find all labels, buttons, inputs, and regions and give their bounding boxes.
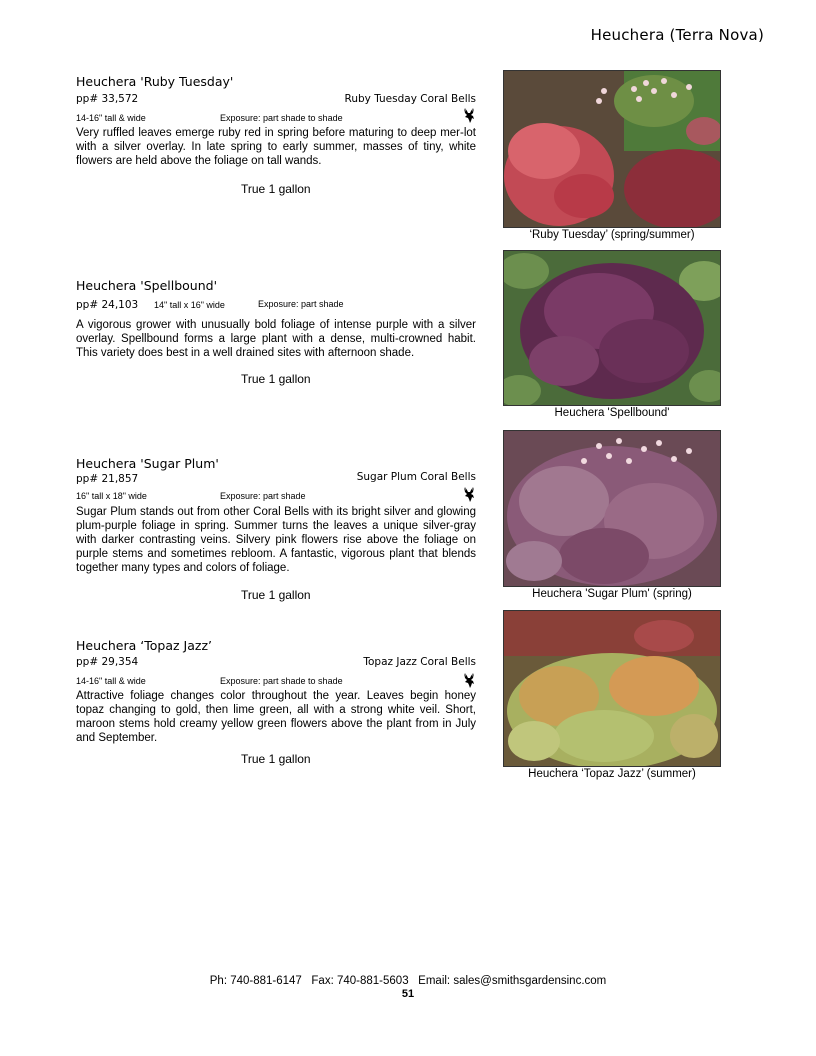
contact-info: Ph: 740-881-6147 Fax: 740-881-5603 Email: sales@smithsgardensinc.com (209, 975, 607, 987)
plant-description: Attractive foliage changes color throughout the year. Leaves begin honey topaz changing to gold, then lime green, all with a strong white veil. Short, maroon stems hold creamy yellow green flowers above the plant from in July and September. (76, 690, 476, 744)
plant-patent: pp# 33,572 (76, 93, 139, 105)
common-name: Sugar Plum Coral Bells (356, 471, 476, 483)
photo-caption: ‘Ruby Tuesday’ (spring/summer) (529, 229, 695, 241)
plant-description: A vigorous grower with unusually bold foliage of intense purple with a silver overlay. Spellbound forms a large plant with a dense, multi-crowned habit. This variety does best in a well drained sites with afternoon shade. (76, 319, 476, 359)
plant-patent: pp# 24,103 (76, 299, 139, 311)
photo-sugar-plum (503, 430, 721, 587)
deer-resistant-icon (462, 107, 476, 123)
container-size: True 1 gallon (241, 182, 311, 196)
photo-ruby-tuesday (503, 70, 721, 228)
plant-entry-sugar-plum (76, 456, 476, 606)
plant-exposure: Exposure: part shade (220, 491, 306, 501)
photo-spellbound (503, 250, 721, 406)
plant-description: Sugar Plum stands out from other Coral Bells with its bright silver and glowing plum-purple foliage in spring. Summer turns the leaves a unique silver-gray with darker contrasting veins. Silvery pink flowers rise above the foliage on purple stems and sometimes rebloom. A fantastic, vigorous plant that blends together many types and colors of foliage. (76, 506, 476, 574)
plant-dimensions: 14-16" tall & wide (76, 113, 146, 123)
plant-description: Very ruffled leaves emerge ruby red in spring before maturing to deep mer-lot with a silver overlay. In late spring to early summer, masses of tiny, white flowers are held above the foliage on tall wands. (76, 127, 476, 167)
plant-patent: pp# 21,857 (76, 473, 139, 485)
plant-exposure: Exposure: part shade to shade (220, 676, 343, 686)
page-title: Heuchera (Terra Nova) (590, 26, 764, 44)
plant-name: Heuchera 'Spellbound' (76, 278, 218, 293)
page-number: 51 (401, 988, 415, 1000)
container-size: True 1 gallon (241, 752, 311, 766)
plant-exposure: Exposure: part shade (258, 299, 344, 309)
plant-dimensions: 14" tall x 16" wide (154, 300, 225, 310)
common-name: Ruby Tuesday Coral Bells (344, 93, 476, 105)
plant-patent: pp# 29,354 (76, 656, 139, 668)
common-name: Topaz Jazz Coral Bells (363, 656, 476, 668)
plant-dimensions: 14-16" tall & wide (76, 676, 146, 686)
plant-entry-ruby-tuesday (76, 74, 476, 214)
plant-name: Heuchera 'Ruby Tuesday' (76, 74, 234, 89)
deer-resistant-icon (462, 672, 476, 688)
plant-exposure: Exposure: part shade to shade (220, 113, 343, 123)
plant-entry-topaz-jazz (76, 638, 476, 768)
page-footer (0, 975, 816, 1000)
container-size: True 1 gallon (241, 372, 311, 386)
plant-dimensions: 16" tall x 18" wide (76, 491, 147, 501)
plant-name: Heuchera 'Sugar Plum' (76, 456, 219, 471)
photo-caption: Heuchera 'Spellbound' (554, 407, 670, 419)
photo-topaz-jazz (503, 610, 721, 767)
deer-resistant-icon (462, 486, 476, 502)
plant-name: Heuchera ‘Topaz Jazz’ (76, 638, 212, 653)
photo-caption: Heuchera 'Sugar Plum' (spring) (532, 588, 692, 600)
photo-caption: Heuchera ‘Topaz Jazz’ (summer) (528, 768, 696, 780)
plant-entry-spellbound (76, 278, 476, 398)
container-size: True 1 gallon (241, 588, 311, 602)
